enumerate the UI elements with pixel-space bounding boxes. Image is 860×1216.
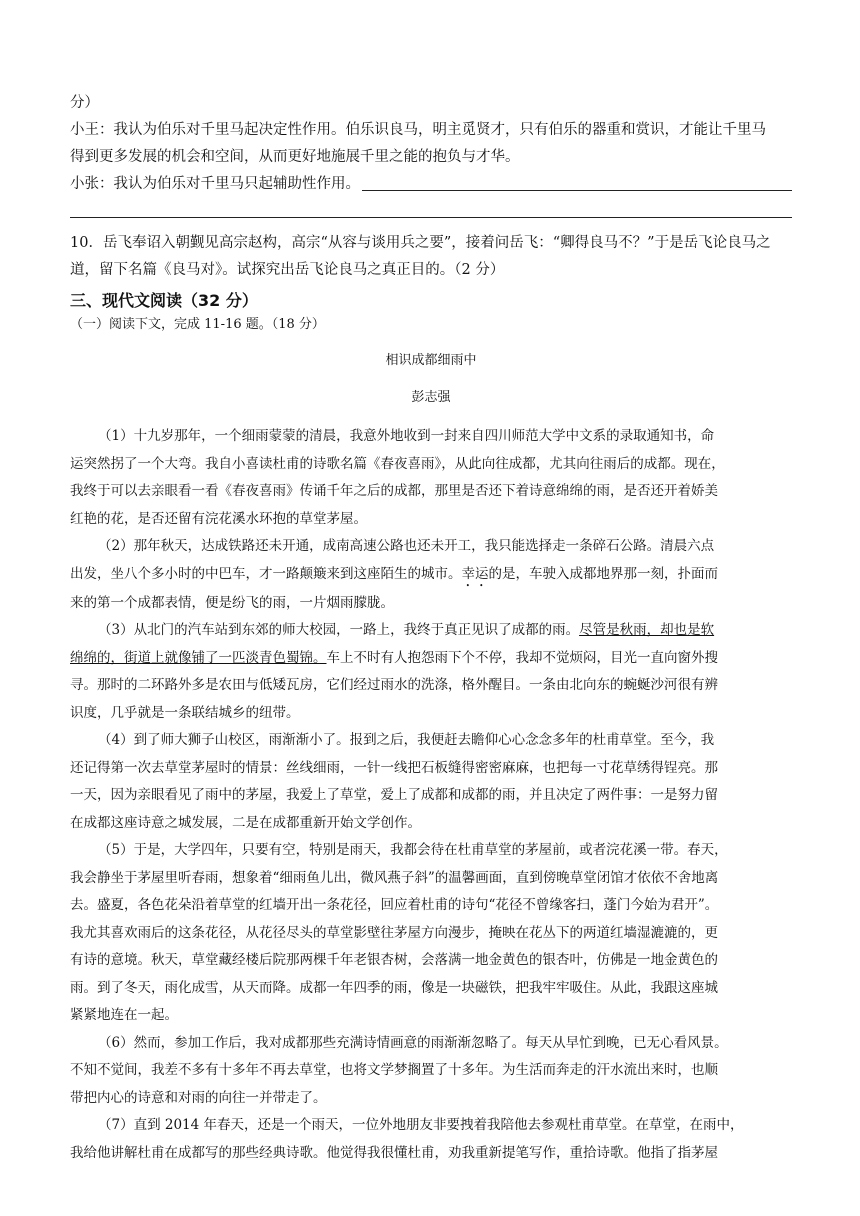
text-line: 我尤其喜欢雨后的这条花径，从花径尽头的草堂影壁往茅屋方向漫步，掩映在花丛下的两道红墙湿漉漉的，更	[70, 924, 718, 941]
paragraph-6	[70, 1030, 792, 1113]
text-line	[70, 617, 792, 645]
q10-line-1: 10．岳飞奉诏入朝觐见高宗赵构，高宗“从容与谈用兵之要”，接着问岳飞：“卿得良马不？”于是岳飞论良马之	[70, 235, 771, 251]
xiaowang-line-2: 得到更多发展的机会和空间，从而更好地施展千里之能的抱负与才华。	[70, 149, 520, 165]
text-line: （4）到了师大狮子山校区，雨渐渐小了。报到之后，我便赶去瞻仰心心念念多年的杜甫草堂。至今，我	[98, 732, 715, 748]
text-line: 去。盛夏，各色花朵沿着草堂的红墙开出一条花径，回应着杜甫的诗句“花径不曾缘客扫，蓬门今始为君开”。	[70, 897, 719, 913]
q10-line-2: 道，留下名篇《良马对》。试探究出岳飞论良马之真正目的。（2 分）	[70, 262, 505, 278]
text-line: 来的第一个成都表情，便是纷飞的雨，一片烟雨朦胧。	[70, 594, 394, 611]
paragraph-1	[70, 423, 792, 533]
text-span: 的是，车驶入成都地界那一刻，扑面而	[488, 565, 718, 582]
text-line: 不知不觉间，我差不多有十多年不再去草堂，也将文学梦搁置了十多年。为生活而奔走的汗水流出来时，也顺	[70, 1062, 718, 1078]
text-line: 我给他讲解杜甫在成都写的那些经典诗歌。他觉得我很懂杜甫，劝我重新提笔写作，重拾诗歌。他指了指茅屋	[70, 1144, 718, 1161]
paragraph-7	[70, 1112, 792, 1167]
text-line: 带把内心的诗意和对雨的向往一并带走了。	[70, 1089, 327, 1106]
xiaowang-line-1: 小王：我认为伯乐对千里马起决定性作用。伯乐识良马，明主觅贤才，只有伯乐的器重和赏识，才能让千里马	[70, 122, 766, 138]
q9-tail: 分）	[70, 95, 99, 111]
article-title: 相识成都细雨中	[385, 353, 477, 368]
text-line	[70, 561, 792, 590]
section-heading: 三、现代文阅读（32 分）	[70, 291, 258, 310]
paragraph-2	[70, 533, 792, 617]
article-author: 彭志强	[411, 390, 451, 405]
underlined-sentence: 绵绵的，街道上就像铺了一匹淡青色蜀锦。	[70, 649, 327, 666]
text-line: 紧紧地连在一起。	[70, 1007, 178, 1023]
paragraph-5	[70, 837, 792, 1030]
emphasized-word: 幸运	[461, 565, 489, 582]
text-line: 一天，因为亲眼看见了雨中的茅屋，我爱上了草堂，爱上了成都和成都的雨，并且决定了两件事：一是努力留	[70, 787, 718, 803]
underlined-sentence: 尽管是秋雨，却也是软	[579, 622, 715, 638]
answer-line[interactable]	[70, 216, 792, 218]
paragraph-4	[70, 727, 792, 837]
text-span: （3）从北门的汽车站到东郊的师大校园，一路上，我终于真正见识了成都的雨。	[98, 622, 580, 638]
text-line: （7）直到 2014 年春天，还是一个雨天，一位外地朋友非要拽着我陪他去参观杜甫草堂。在草堂，在雨中，	[98, 1117, 744, 1133]
answer-blank[interactable]	[362, 189, 792, 191]
text-line: （2）那年秋天，达成铁路还未开通，成南高速公路也还未开工，我只能选择走一条碎石公路。清晨六点	[98, 538, 715, 554]
text-line: 有诗的意境。秋天，草堂藏经楼后院那两棵千年老银杏树，会落满一地金黄色的银杏叶，仿佛是一地金黄色的	[70, 952, 718, 968]
text-span: 出发，坐八个多小时的中巴车，才一路颠簸来到这座陌生的城市。	[70, 565, 462, 582]
text-line: 还记得第一次去草堂茅屋时的情景：丝线细雨，一针一线把石板缝得密密麻麻，也把每一寸花草绣得锃亮。那	[70, 759, 718, 776]
text-span: 车上不时有人抱怨雨下个不停，我却不觉烦闷，目光一直向窗外搜	[326, 649, 718, 666]
paragraph-3	[70, 617, 792, 727]
text-line: （6）然而，参加工作后，我对成都那些充满诗情画意的雨渐渐忽略了。每天从早忙到晚，已无心看风景。	[98, 1034, 728, 1051]
text-line: 我会静坐于茅屋里听春雨，想象着“细雨鱼儿出，微风燕子斜”的温馨画面，直到傍晚草堂闭馆才依依不舍地离	[70, 869, 719, 886]
text-line: （5）于是，大学四年，只要有空，特别是雨天，我都会待在杜甫草堂的茅屋前，或者浣花溪一带。春天，	[98, 842, 728, 858]
text-line: 识度，几乎就是一条联结城乡的纽带。	[70, 704, 300, 721]
text-line	[70, 645, 792, 673]
text-line: 寻。那时的二环路外多是农田与低矮瓦房，它们经过雨水的洗涤，格外醒目。一条由北向东的蜿蜒沙河很有辨	[70, 677, 718, 693]
text-line: 雨。到了冬天，雨化成雪，从天而降。成都一年四季的雨，像是一块磁铁，把我牢牢吸住。从此，我跟这座城	[70, 979, 718, 996]
text-line: 运突然拐了一个大弯。我自小喜读杜甫的诗歌名篇《春夜喜雨》，从此向往成都，尤其向往雨后的成都。现在，	[70, 455, 725, 472]
text-line: 红艳的花，是否还留有浣花溪水环抱的草堂茅屋。	[70, 510, 367, 527]
subsection-instruction: （一）阅读下文，完成 11-16 题。（18 分）	[70, 317, 325, 332]
xiaozhang-text: 小张：我认为伯乐对千里马只起辅助性作用。	[70, 176, 360, 192]
exam-page	[70, 90, 792, 1167]
text-line: 在成都这座诗意之城发展，二是在成都重新开始文学创作。	[70, 814, 421, 831]
text-line: （1）十九岁那年，一个细雨蒙蒙的清晨，我意外地收到一封来自四川师范大学中文系的录取通知书，命	[98, 428, 715, 444]
xiaozhang-row	[70, 171, 792, 198]
text-line: 我终于可以去亲眼看一看《春夜喜雨》传诵千年之后的成都，那里是否还下着诗意绵绵的雨，是否还开着娇美	[70, 483, 718, 499]
